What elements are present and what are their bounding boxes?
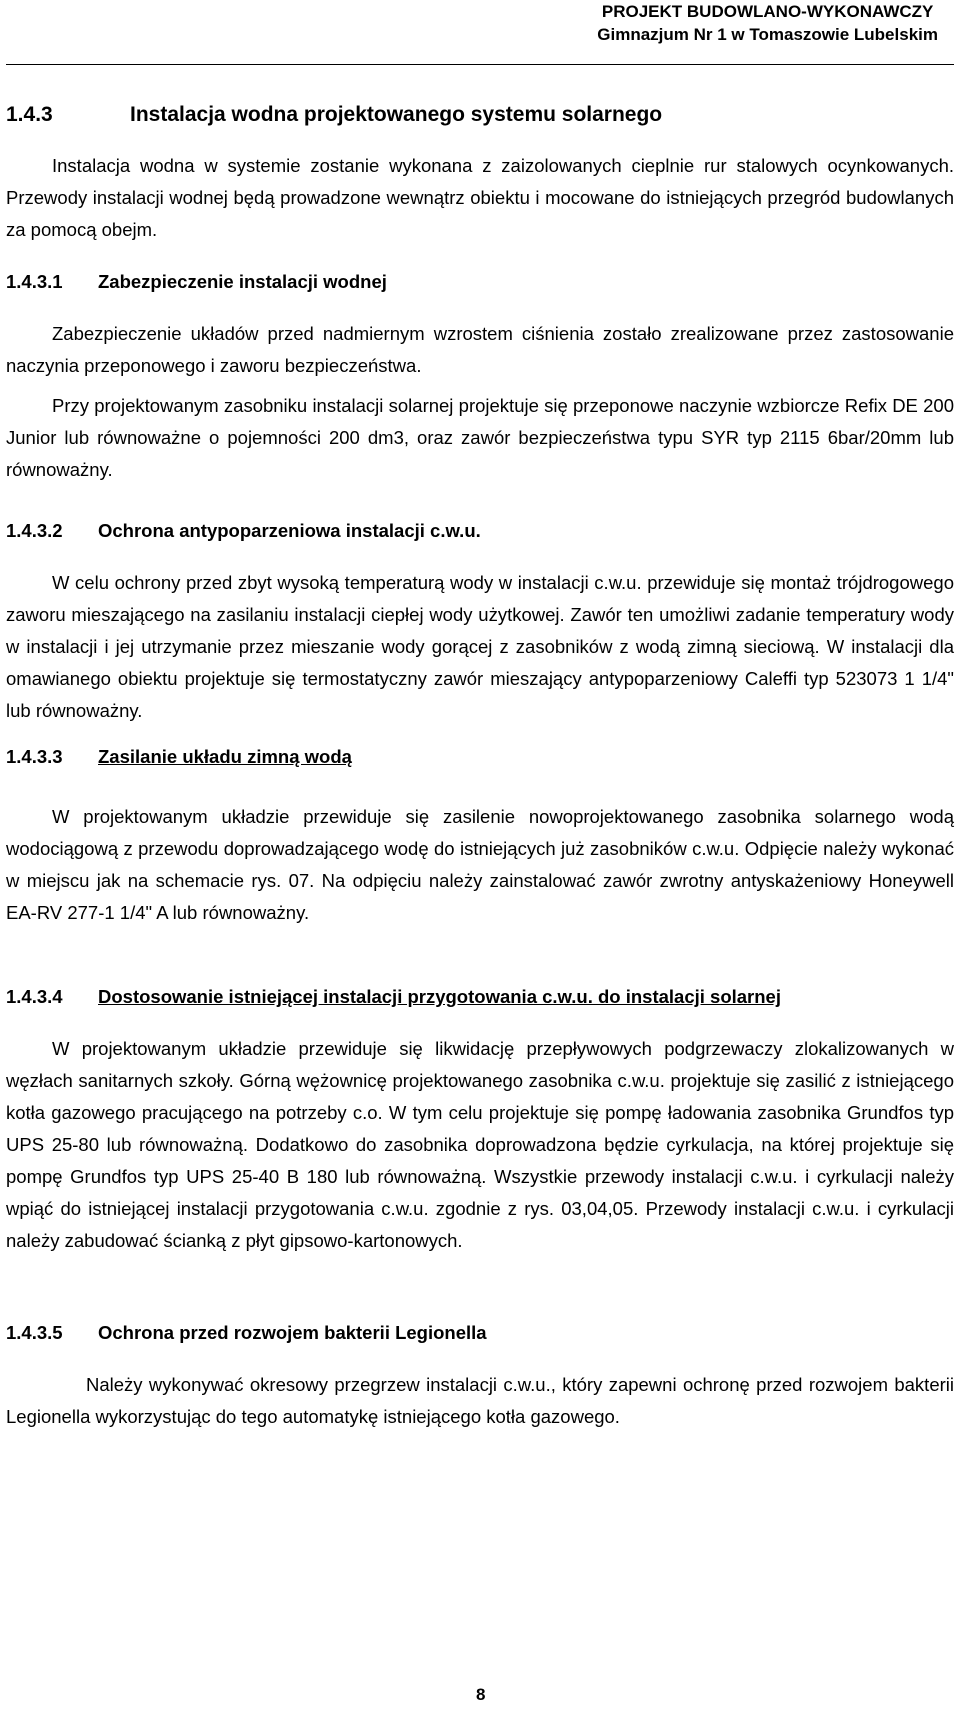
header-divider (6, 64, 954, 65)
subsection-number: 1.4.3.1 (6, 271, 63, 292)
section-1-4-3-1 (6, 270, 954, 486)
paragraph: Zabezpieczenie układów przed nadmiernym wzrostem ciśnienia zostało zrealizowane przez zastosowanie naczynia przeponowego i zaworu bezpieczeństwa. (6, 323, 954, 376)
subsection-title: Dostosowanie istniejącej instalacji przygotowania c.w.u. do instalacji solarnej (98, 986, 781, 1007)
subsection-heading (6, 1321, 954, 1345)
section-number: 1.4.3 (6, 103, 53, 126)
section-1-4-3-2 (6, 519, 954, 727)
paragraph: W projektowanym układzie przewiduje się likwidację przepływowych podgrzewaczy zlokalizowanych w węzłach sanitarnych szkoły. Górną wężownicę projektowanego zasobnika c.w.u. projektuje się zasilić z istniejącego kotła gazowego pracującego na potrzeby c.o. W tym celu projektuje się pompę ładowania zasobnika Grundfos typ UPS 25-80 lub równoważną. Dodatkowo do zasobnika doprowadzona będzie cyrkulacja, na której projektuje się pompę Grundfos typ UPS 25-40 B 180 lub równoważną. Wszystkie przewody instalacji c.w.u. i cyrkulacji należy wpiąć do istniejącej instalacji przygotowania c.w.u. zgodnie z rys. 03,04,05. Przewody instalacji c.w.u. i cyrkulacji należy zabudować ścianką z płyt gipsowo-kartonowych. (6, 1038, 954, 1251)
subsection-title: Ochrona antypoparzeniowa instalacji c.w.u. (98, 520, 481, 541)
section-1-4-3-5 (6, 1321, 954, 1433)
subsection-title: Zabezpieczenie instalacji wodnej (98, 271, 387, 292)
paragraph: Należy wykonywać okresowy przegrzew instalacji c.w.u., który zapewni ochronę przed rozwojem bakterii Legionella wykorzystując do tego automatykę istniejącego kotła gazowego. (6, 1374, 954, 1427)
subsection-heading (6, 745, 954, 769)
subsection-number: 1.4.3.5 (6, 1322, 63, 1343)
subsection-number: 1.4.3.3 (6, 746, 63, 767)
section-1-4-3-3 (6, 745, 954, 929)
page-number: 8 (476, 1685, 486, 1704)
subsection-number: 1.4.3.4 (6, 986, 63, 1007)
section-body-1-4-3 (6, 150, 954, 246)
paragraph: Przy projektowanym zasobniku instalacji solarnej projektuje się przeponowe naczynie wzbiorcze Refix DE 200 Junior lub równoważne o pojemności 200 dm3, oraz zawór bezpieczeństwa typu SYR typ 2115 6bar/20mm lub równoważny. (6, 395, 954, 480)
paragraph: Instalacja wodna w systemie zostanie wykonana z zaizolowanych cieplnie rur stalowych ocynkowanych. Przewody instalacji wodnej będą prowadzone wewnątrz obiektu i mocowane do istniejących przegród budowlanych za pomocą obejm. (6, 155, 954, 240)
page-header (597, 0, 938, 46)
section-heading-1-4-3 (6, 102, 662, 128)
subsection-heading (6, 985, 954, 1009)
subsection-heading (6, 519, 954, 543)
subsection-title: Zasilanie układu zimną wodą (98, 746, 352, 767)
section-title: Instalacja wodna projektowanego systemu solarnego (130, 103, 663, 126)
paragraph: W projektowanym układzie przewiduje się zasilenie nowoprojektowanego zasobnika solarnego wodą wodociągową z przewodu doprowadzającego wodę do istniejących już zasobników c.w.u. Odpięcie należy wykonać w miejscu jak na schemacie rys. 07. Na odpięciu należy zainstalować zawór zwrotny antyskażeniowy Honeywell EA-RV 277-1 1/4" A lub równoważny. (6, 806, 954, 923)
project-type-label: PROJEKT BUDOWLANO-WYKONAWCZY (601, 2, 934, 21)
subsection-number: 1.4.3.2 (6, 520, 63, 541)
section-1-4-3-4 (6, 985, 954, 1257)
subsection-title: Ochrona przed rozwojem bakterii Legionella (98, 1322, 487, 1343)
paragraph: W celu ochrony przed zbyt wysoką temperaturą wody w instalacji c.w.u. przewiduje się montaż trójdrogowego zaworu mieszającego na zasilaniu instalacji ciepłej wody użytkowej. Zawór ten umożliwi zadanie temperatury wody w instalacji i jej utrzymanie przez mieszanie wody gorącej z zasobników z wodą zimną sieciową. W instalacji dla omawianego obiektu projektuje się termostatyczny zawór mieszający antypoparzeniowy Caleffi typ 523073 1 1/4" lub równoważny. (6, 572, 954, 721)
subsection-heading (6, 270, 954, 294)
project-location-label: Gimnazjum Nr 1 w Tomaszowie Lubelskim (597, 25, 938, 44)
